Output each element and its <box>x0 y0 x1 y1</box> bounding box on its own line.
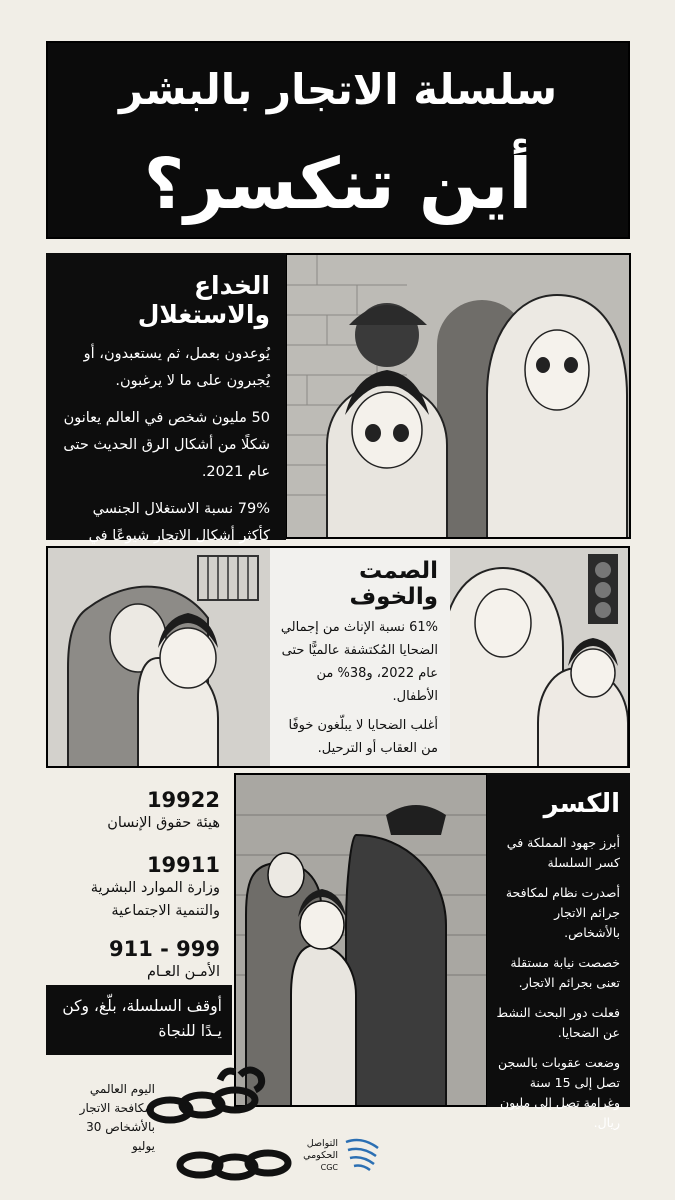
section-deception-text-2: 50 مليون شخص في العالم يعانون شكلًا من أشكال الرق الحديث حتى عام 2021. <box>63 410 270 480</box>
section-deception <box>46 253 286 544</box>
section-silence-title: الصمت والخوف <box>349 558 438 610</box>
effort-item: وضعت عقوبات بالسجن تصل إلى 15 سنة وغرامة تصل إلى مليون ريال. <box>497 1055 620 1130</box>
effort-item: خصصت نيابة مستقلة تعنى بجرائم الاتجار. <box>510 955 620 990</box>
effort-item: فعلت دور البحث النشط عن الضحايا. <box>496 1005 620 1040</box>
section-breaking <box>487 773 630 1130</box>
hotline-number[interactable]: 19922 <box>146 788 220 812</box>
cgc-logo <box>298 1132 388 1182</box>
header-banner <box>46 41 630 239</box>
broken-chain-icon <box>140 1065 300 1190</box>
logo-abbr: CGC <box>320 1163 338 1172</box>
hotline-number[interactable]: 19911 <box>146 853 220 877</box>
section-silence <box>270 546 450 768</box>
logo-line-2: الحكومي <box>303 1150 338 1161</box>
illustration-breaking <box>234 773 488 1107</box>
hotline-label: الأمـن العـام <box>146 964 220 980</box>
hotline-label: وزارة الموارد البشرية والتنمية الاجتماعية <box>90 880 220 919</box>
section-breaking-title: الكسر <box>543 789 620 819</box>
call-to-action: أوقف السلسلة، بلّغ، وكن يـدًا للنجاة <box>46 985 232 1055</box>
illustration-deception <box>285 253 631 539</box>
hotlines <box>90 780 220 984</box>
section-silence-text-2: أغلب الضحايا لا يبلّغون خوفًا من العقاب أو الترحيل. <box>288 718 438 756</box>
logo-line-1: التواصل <box>306 1138 338 1149</box>
section-deception-text-3: 79% نسبة الاستغلال الجنسي كأكثر أشكال الاتجار شيوعًا في <box>88 501 270 544</box>
hotline-number[interactable]: 911 - 999 <box>108 937 220 961</box>
effort-item: أصدرت نظام لمكافحة جرائم الاتجار بالأشخاص. <box>505 885 620 940</box>
section-breaking-lead: أبرز جهود المملكة في كسر السلسلة <box>506 835 620 870</box>
hotline-label: هيئة حقوق الإنسان <box>107 815 220 831</box>
occasion-text: اليوم العالمي لمكافحة الاتجار بالأشخاص 30 يوليو <box>79 1082 155 1153</box>
title-line-2: أين تنكسر؟ <box>143 143 533 225</box>
section-silence-text-1: 61% نسبة الإناث من إجمالي الضحايا المُكتشفة عالميًّا حتى عام 2022، و38% من الأطفال. <box>280 620 438 704</box>
title-line-1: سلسلة الاتجار بالبشر <box>118 65 558 114</box>
section-deception-text-1: يُوعدون بعمل، ثم يستعبدون، أو يُجبرون على ما لا يرغبون. <box>83 346 270 389</box>
section-deception-title: الخداع والاستغلال <box>137 271 270 329</box>
logo-emblem-icon <box>342 1134 382 1176</box>
